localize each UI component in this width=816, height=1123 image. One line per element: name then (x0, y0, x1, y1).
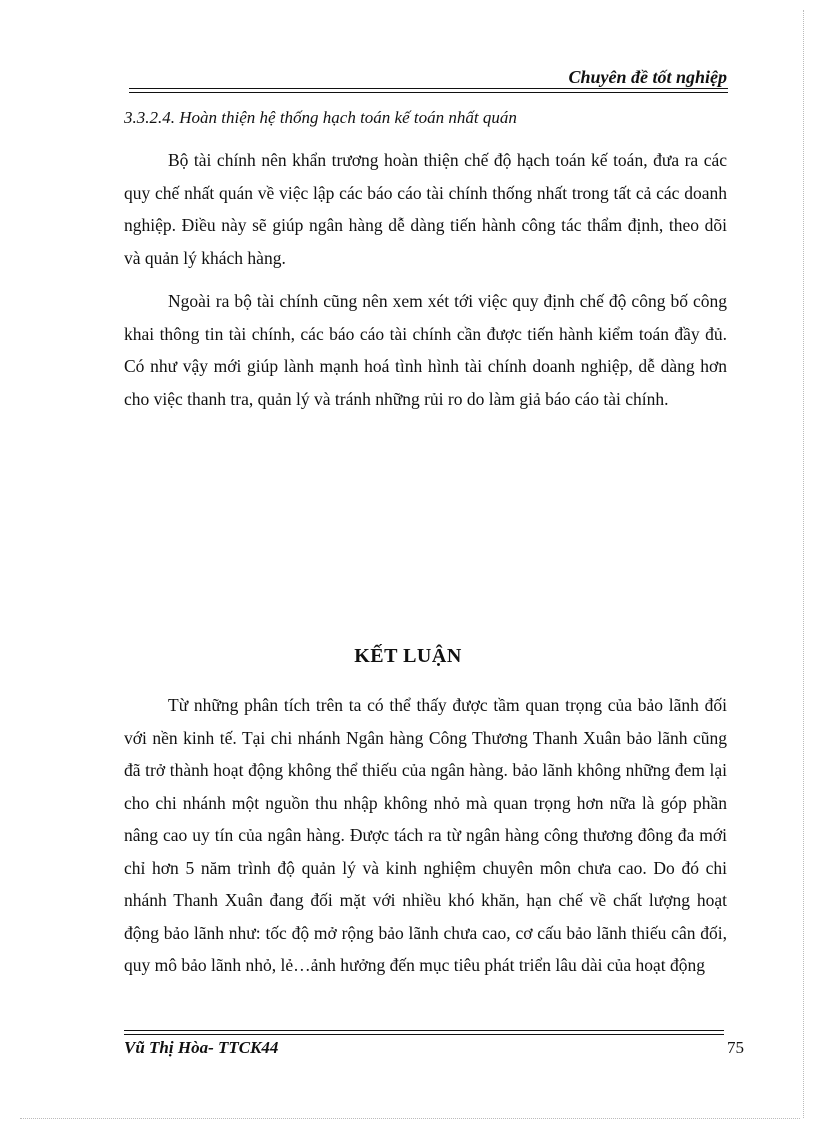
conclusion-body (124, 689, 727, 982)
section-heading: 3.3.2.4. Hoàn thiện hệ thống hạch toán kế toán nhất quán (124, 108, 517, 127)
conclusion-paragraph-1: Từ những phân tích trên ta có thể thấy được tầm quan trọng của bảo lãnh đối với nền kinh tế. Tại chi nhánh Ngân hàng Công Thương Thanh Xuân bảo lãnh cũng đã trở thành hoạt động không thể thiếu của ngân hàng. bảo lãnh không những đem lại cho chi nhánh một nguồn thu nhập không nhỏ mà quan trọng hơn nữa là góp phần nâng cao uy tín của ngân hàng. Được tách ra từ ngân hàng công thương đông đa mới chỉ hơn 5 năm trình độ quản lý và kinh nghiệm chuyên môn chưa cao. Do đó chi nhánh Thanh Xuân đang đối mặt với nhiều khó khăn, hạn chế về chất lượng hoạt động bảo lãnh như: tốc độ mở rộng bảo lãnh chưa cao, cơ cấu bảo lãnh thiếu cân đối, quy mô bảo lãnh nhỏ, lẻ…ảnh hưởng đến mục tiêu phát triển lâu dài của hoạt động (124, 695, 727, 975)
footer-rule (124, 1030, 724, 1035)
section-paragraph-2: Ngoài ra bộ tài chính cũng nên xem xét tới việc quy định chế độ công bố công khai thông tin tài chính, các báo cáo tài chính cần được tiến hành kiểm toán đầy đủ. Có như vậy mới giúp lành mạnh hoá tình hình tài chính doanh nghiệp, dễ dàng hơn cho việc thanh tra, quản lý và tránh những rủi ro do làm giả báo cáo tài chính. (124, 291, 727, 409)
section-paragraph-1: Bộ tài chính nên khẩn trương hoàn thiện chế độ hạch toán kế toán, đưa ra các quy chế nhất quán về việc lập các báo cáo tài chính thống nhất trong tất cả các doanh nghiệp. Điều này sẽ giúp ngân hàng dễ dàng tiến hành công tác thẩm định, theo dõi và quản lý khách hàng. (124, 150, 727, 268)
page-right-edge (803, 10, 804, 1118)
section-body (124, 144, 727, 415)
conclusion-title: KẾT LUẬN (354, 645, 462, 667)
footer-author: Vũ Thị Hòa- TTCK44 (124, 1038, 279, 1057)
header-rule (129, 88, 728, 93)
page-bottom-edge (20, 1118, 800, 1119)
page-number: 75 (727, 1038, 744, 1057)
header-title: Chuyên đề tốt nghiệp (568, 67, 727, 87)
